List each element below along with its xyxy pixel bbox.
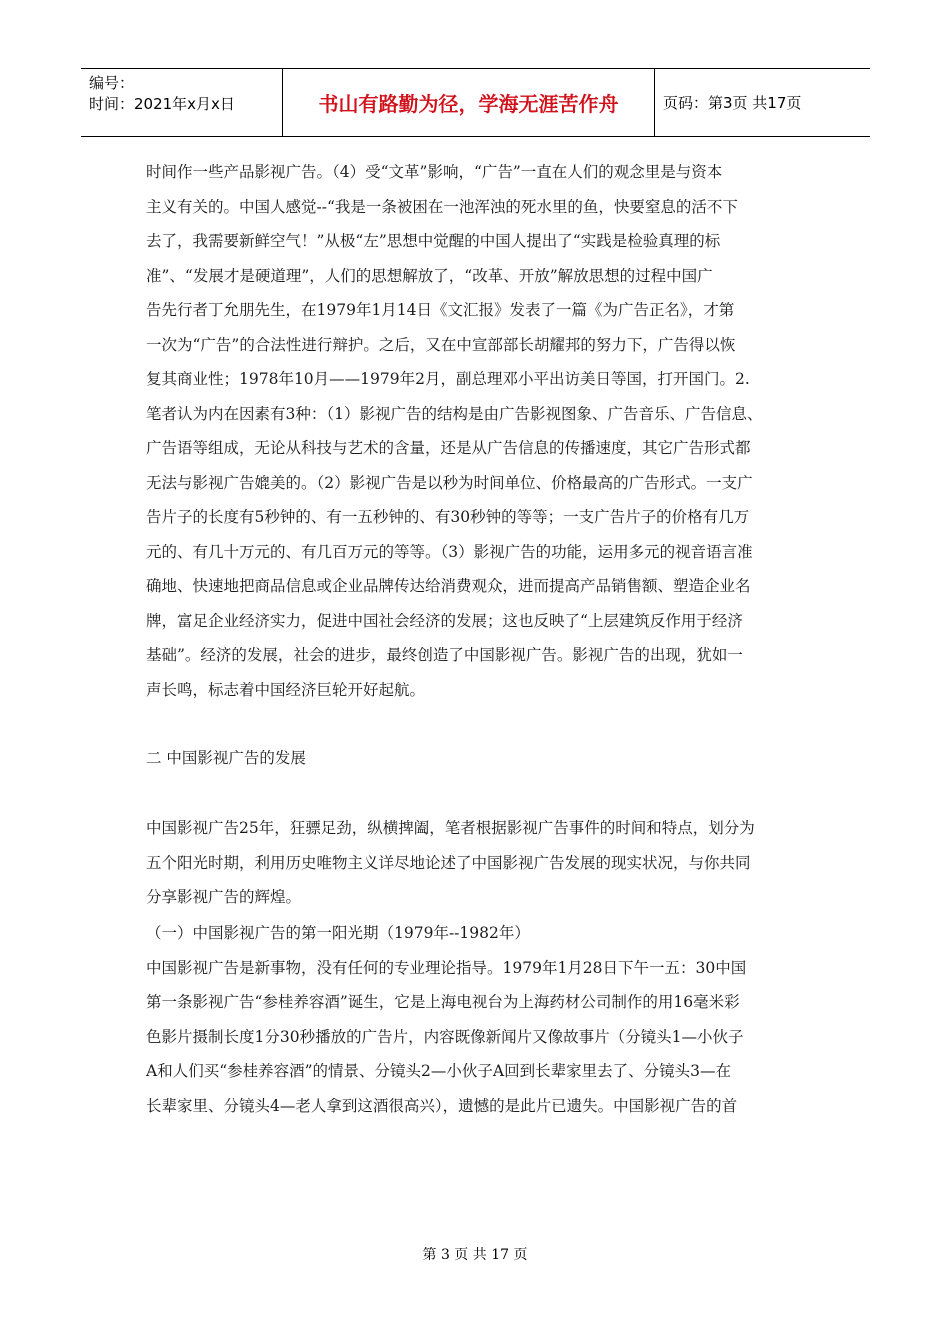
paragraph-2 [146,811,811,915]
text-line: 告片子的长度有5秒钟的、有一五秒钟的、有30秒钟的等等；一支广告片子的价格有几万 [146,508,750,526]
text-line: 广告语等组成，无论从科技与艺术的含量，还是从广告信息的传播速度，其它广告形式都 [146,439,751,457]
text-line: 去了，我需要新鲜空气！”从极“左”思想中觉醒的中国人提出了“实践是检验真理的标 [146,232,721,250]
text-line: 确地、快速地把商品信息或企业品牌传达给消费观众，进而提高产品销售额、塑造企业名 [146,577,751,595]
text-line: 色影片摄制长度1分30秒播放的广告片，内容既像新闻片又像故事片（分镜头1—小伙子 [146,1027,744,1046]
text-line: 元的、有几十万元的、有几百万元的等等。（3）影视广告的功能，运用多元的视音语言准 [146,542,753,561]
text-line: 一次为“广告”的合法性进行辩护。之后，又在中宣部部长胡耀邦的努力下，广告得以恢 [146,335,736,354]
text-line: 声长鸣，标志着中国经济巨轮开好起航。 [146,680,426,699]
text-line: 第一条影视广告“参桂养容酒”诞生，它是上海电视台为上海药材公司制作的用16毫米彩 [146,993,740,1011]
text-line: 五个阳光时期，利用历史唯物主义详尽地论述了中国影视广告发展的现实状况，与你共同 [146,853,751,872]
section-heading: 二 中国影视广告的发展 [146,749,306,767]
text-line: 笔者认为内在因素有3种：（1）影视广告的结构是由广告影视图象、广告音乐、广告信息、 [146,404,763,423]
sub-heading: （一）中国影视广告的第一阳光期（1979年--1982年） [146,923,530,942]
text-line: A和人们买“参桂养容酒”的情景、分镜头2—小伙子A回到长辈家里去了、分镜头3—在 [146,1062,731,1080]
page-header [81,68,870,137]
text-line: 基础”。经济的发展，社会的进步，最终创造了中国影视广告。影视广告的出现，犹如一 [146,646,743,664]
time-label: 时间：2021年x月x日 [89,95,235,113]
text-line: 长辈家里、分镜头4—老人拿到这酒很高兴），遗憾的是此片已遗失。中国影视广告的首 [146,1096,738,1115]
document-body [146,155,811,1123]
header-page-code: 页码：第3页 共17页 [663,94,802,112]
text-line: 复其商业性；1978年10月——1979年2月，副总理邓小平出访美日等国，打开国门。2. [146,370,750,388]
text-line: 中国影视广告25年，狂骠足劲，纵横捭阖，笔者根据影视广告事件的时间和特点，划分为 [146,819,755,837]
serial-number-label: 编号： [89,74,135,92]
text-line: 分享影视广告的辉煌。 [146,888,302,906]
header-motto: 书山有路勤为径，学海无涯苦作舟 [283,69,655,136]
text-line: 中国影视广告是新事物，没有任何的专业理论指导。1979年1月28日下午一五：30中国 [146,958,747,977]
text-line: 牌，富足企业经济实力，促进中国社会经济的发展；这也反映了“上层建筑反作用于经济 [146,611,743,630]
text-line: 主义有关的。中国人感觉--“我是一条被困在一池浑浊的死水里的鱼，快要窒息的活不下 [146,197,738,216]
text-line: 时间作一些产品影视广告。（4）受“文革”影响，“广告”一直在人们的观念里是与资本 [146,163,723,181]
text-line: 告先行者丁允朋先生，在1979年1月14日《文汇报》发表了一篇《为广告正名》，才第 [146,301,735,319]
header-meta [81,69,283,136]
text-line: 准”、“发展才是硬道理”，人们的思想解放了，“改革、开放”解放思想的过程中国广 [146,266,713,285]
page-footer: 第 3 页 共 17 页 [422,1247,528,1263]
paragraph-3 [146,951,811,1124]
text-line: 无法与影视广告媲美的。（2）影视广告是以秒为时间单位、价格最高的广告形式。一支广 [146,473,753,492]
paragraph-1 [146,155,811,707]
